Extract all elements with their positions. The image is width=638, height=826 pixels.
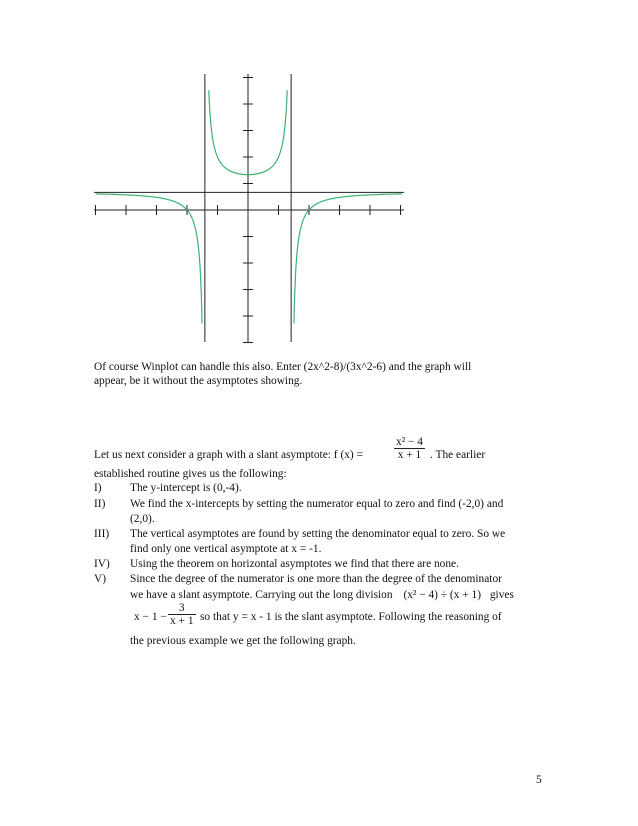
quotient-expression: x − 1 − [134,611,167,623]
fraction-numerator: x² − 4 [396,436,423,448]
list-text: We find the x-intercepts by setting the numerator equal to zero and find (-2,0) and [130,498,504,510]
list-number: III) [94,528,110,540]
list-text: Since the degree of the numerator is one more than the degree of the denominator [130,573,502,585]
list-text: The y-intercept is (0,-4). [130,482,242,494]
coordinate-axes [94,74,404,343]
remainder-numerator: 3 [168,602,196,615]
division-tail: gives [489,589,514,601]
page-number: 5 [536,774,542,786]
function-graph [0,0,638,350]
list-number: IV) [94,558,110,570]
function-label: f (x) = [333,449,363,461]
slant-intro-tail: . The earlier [430,449,486,461]
graph-curves [96,90,402,323]
paragraph-line: established routine gives us the following: [94,468,287,480]
right-branch [294,194,402,323]
slant-intro-text: Let us next consider a graph with a slant asymptote: [94,449,331,461]
remainder-denominator: x + 1 [170,615,194,627]
list-text: the previous example we get the following graph. [130,635,356,647]
paragraph-line: Of course Winplot can handle this also. Enter (2x^2-8)/(3x^2-6) and the graph will [94,361,472,373]
list-number: II) [94,498,106,510]
list-number: I) [94,482,102,494]
function-fraction [394,436,425,461]
division-intro: we have a slant asymptote. Carrying out the long division [130,589,393,601]
list-text: find only one vertical asymptote at x = -1. [130,543,322,555]
list-text: so that y = x - 1 is the slant asymptote. Following the reasoning of [200,611,502,623]
paragraph-line: appear, be it without the asymptotes showing. [94,375,303,387]
slant-intro [94,448,363,462]
long-division-expression: (x² − 4) ÷ (x + 1) [403,589,481,601]
left-branch [96,194,202,323]
list-text: The vertical asymptotes are found by setting the denominator equal to zero. So we [130,528,506,540]
list-text: Using the theorem on horizontal asymptotes we find that there are none. [130,558,459,570]
remainder-fraction [168,602,196,627]
fraction-denominator: x + 1 [397,449,422,461]
asymptote-lines [94,74,404,342]
list-text: (2,0). [130,513,155,525]
list-number: V) [94,573,107,585]
list-text-continued [130,588,514,602]
